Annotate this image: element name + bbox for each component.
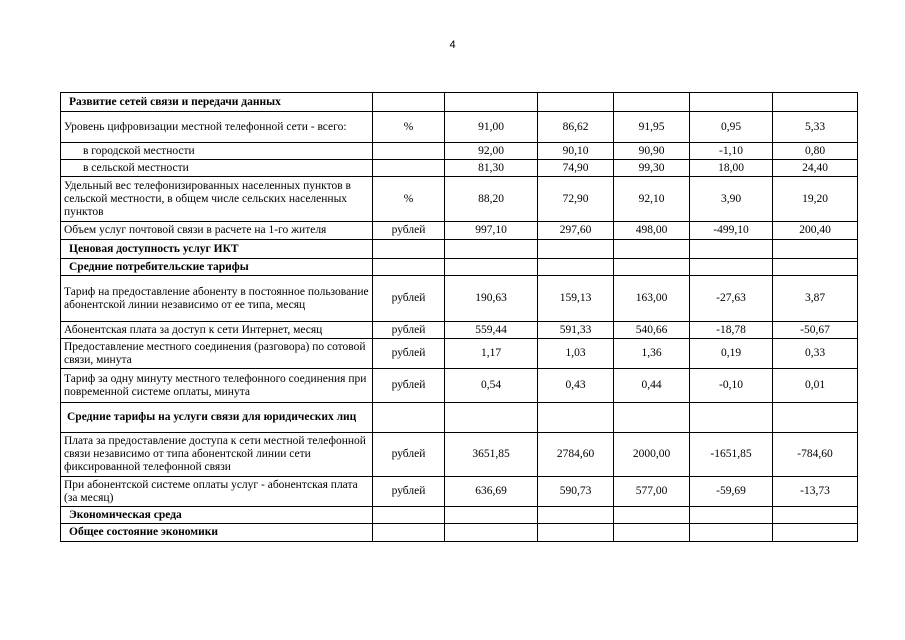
value-cell: 0,54 [445,369,538,403]
value-cell: 90,90 [614,143,690,160]
table-row [61,160,858,177]
unit-cell [373,160,445,177]
value-cell: 2784,60 [538,433,614,477]
unit-cell: рублей [373,222,445,240]
empty-cell [445,507,538,524]
value-cell: 159,13 [538,276,614,322]
value-cell: 636,69 [445,477,538,507]
value-cell: 0,01 [773,369,858,403]
unit-cell: рублей [373,322,445,339]
value-cell: 24,40 [773,160,858,177]
empty-cell [690,507,773,524]
table-row [61,369,858,403]
value-cell: 0,44 [614,369,690,403]
value-cell: 88,20 [445,177,538,222]
empty-cell [773,240,858,259]
empty-cell [373,507,445,524]
unit-cell: % [373,177,445,222]
value-cell: -59,69 [690,477,773,507]
table-row [61,339,858,369]
table-row [61,143,858,160]
empty-cell [538,240,614,259]
value-cell: 19,20 [773,177,858,222]
value-cell: 0,19 [690,339,773,369]
unit-cell: рублей [373,369,445,403]
value-cell: 591,33 [538,322,614,339]
empty-cell [373,259,445,276]
empty-cell [690,93,773,112]
value-cell: 74,90 [538,160,614,177]
value-cell: 577,00 [614,477,690,507]
value-cell: 559,44 [445,322,538,339]
empty-cell [614,93,690,112]
empty-cell [773,403,858,433]
unit-cell: рублей [373,276,445,322]
section-heading: Общее состояние экономики [61,524,373,542]
value-cell: 91,00 [445,112,538,143]
value-cell: 91,95 [614,112,690,143]
indicators-table [60,92,858,542]
value-cell: -27,63 [690,276,773,322]
value-cell: 2000,00 [614,433,690,477]
value-cell: -1651,85 [690,433,773,477]
value-cell: 5,33 [773,112,858,143]
value-cell: 99,30 [614,160,690,177]
value-cell: 1,36 [614,339,690,369]
row-label: Предоставление местного соединения (разговора) по сотовой связи, минута [61,339,373,369]
unit-cell [373,143,445,160]
empty-cell [373,524,445,542]
unit-cell: рублей [373,339,445,369]
table-row [61,403,858,433]
empty-cell [690,240,773,259]
section-heading: Ценовая доступность услуг ИКТ [61,240,373,259]
empty-cell [773,93,858,112]
empty-cell [373,240,445,259]
row-label: Объем услуг почтовой связи в расчете на 1-го жителя [61,222,373,240]
table-row [61,112,858,143]
empty-cell [538,507,614,524]
row-label: Тариф за одну минуту местного телефонного соединения при повременной системе оплаты, минута [61,369,373,403]
unit-cell: % [373,112,445,143]
value-cell: 72,90 [538,177,614,222]
empty-cell [614,240,690,259]
value-cell: 92,10 [614,177,690,222]
empty-cell [614,507,690,524]
value-cell: 200,40 [773,222,858,240]
row-label: в сельской местности [61,160,373,177]
value-cell: 498,00 [614,222,690,240]
empty-cell [445,240,538,259]
row-label: Уровень цифровизации местной телефонной сети - всего: [61,112,373,143]
empty-cell [445,93,538,112]
row-label: Удельный вес телефонизированных населенных пунктов в сельской местности, в общем числе сельских населенных пунктов [61,177,373,222]
value-cell: 18,00 [690,160,773,177]
value-cell: 590,73 [538,477,614,507]
table-row [61,433,858,477]
table-row [61,507,858,524]
value-cell: 3,87 [773,276,858,322]
value-cell: 90,10 [538,143,614,160]
value-cell: -13,73 [773,477,858,507]
empty-cell [445,259,538,276]
value-cell: 0,80 [773,143,858,160]
empty-cell [373,93,445,112]
empty-cell [373,403,445,433]
section-heading: Средние тарифы на услуги связи для юридических лиц [61,403,373,433]
empty-cell [690,403,773,433]
section-heading: Экономическая среда [61,507,373,524]
unit-cell: рублей [373,477,445,507]
table-row [61,524,858,542]
row-label: Тариф на предоставление абоненту в постоянное пользование абонентской линии независимо от ее типа, месяц [61,276,373,322]
row-label: При абонентской системе оплаты услуг - абонентская плата (за месяц) [61,477,373,507]
value-cell: 540,66 [614,322,690,339]
value-cell: 86,62 [538,112,614,143]
empty-cell [773,259,858,276]
empty-cell [690,524,773,542]
table-row [61,322,858,339]
empty-cell [538,259,614,276]
row-label: Плата за предоставление доступа к сети местной телефонной связи независимо от типа абонентской линии сети фиксированной телефонной связи [61,433,373,477]
value-cell: 1,03 [538,339,614,369]
table-row [61,222,858,240]
empty-cell [614,524,690,542]
empty-cell [773,524,858,542]
empty-cell [538,93,614,112]
page-number: 4 [449,39,456,51]
empty-cell [538,403,614,433]
table-row [61,276,858,322]
value-cell: 997,10 [445,222,538,240]
value-cell: 163,00 [614,276,690,322]
empty-cell [773,507,858,524]
table-row [61,93,858,112]
value-cell: 190,63 [445,276,538,322]
empty-cell [445,524,538,542]
row-label: в городской местности [61,143,373,160]
value-cell: 297,60 [538,222,614,240]
table-row [61,177,858,222]
section-heading: Развитие сетей связи и передачи данных [61,93,373,112]
empty-cell [614,259,690,276]
value-cell: -1,10 [690,143,773,160]
value-cell: -784,60 [773,433,858,477]
empty-cell [538,524,614,542]
table-row [61,240,858,259]
table-row [61,259,858,276]
value-cell: 0,43 [538,369,614,403]
table-row [61,477,858,507]
value-cell: 81,30 [445,160,538,177]
section-heading: Средние потребительские тарифы [61,259,373,276]
value-cell: 0,33 [773,339,858,369]
empty-cell [614,403,690,433]
value-cell: -50,67 [773,322,858,339]
value-cell: 0,95 [690,112,773,143]
value-cell: -18,78 [690,322,773,339]
empty-cell [690,259,773,276]
value-cell: 1,17 [445,339,538,369]
value-cell: 3,90 [690,177,773,222]
row-label: Абонентская плата за доступ к сети Интернет, месяц [61,322,373,339]
value-cell: -499,10 [690,222,773,240]
value-cell: 92,00 [445,143,538,160]
unit-cell: рублей [373,433,445,477]
empty-cell [445,403,538,433]
value-cell: 3651,85 [445,433,538,477]
value-cell: -0,10 [690,369,773,403]
